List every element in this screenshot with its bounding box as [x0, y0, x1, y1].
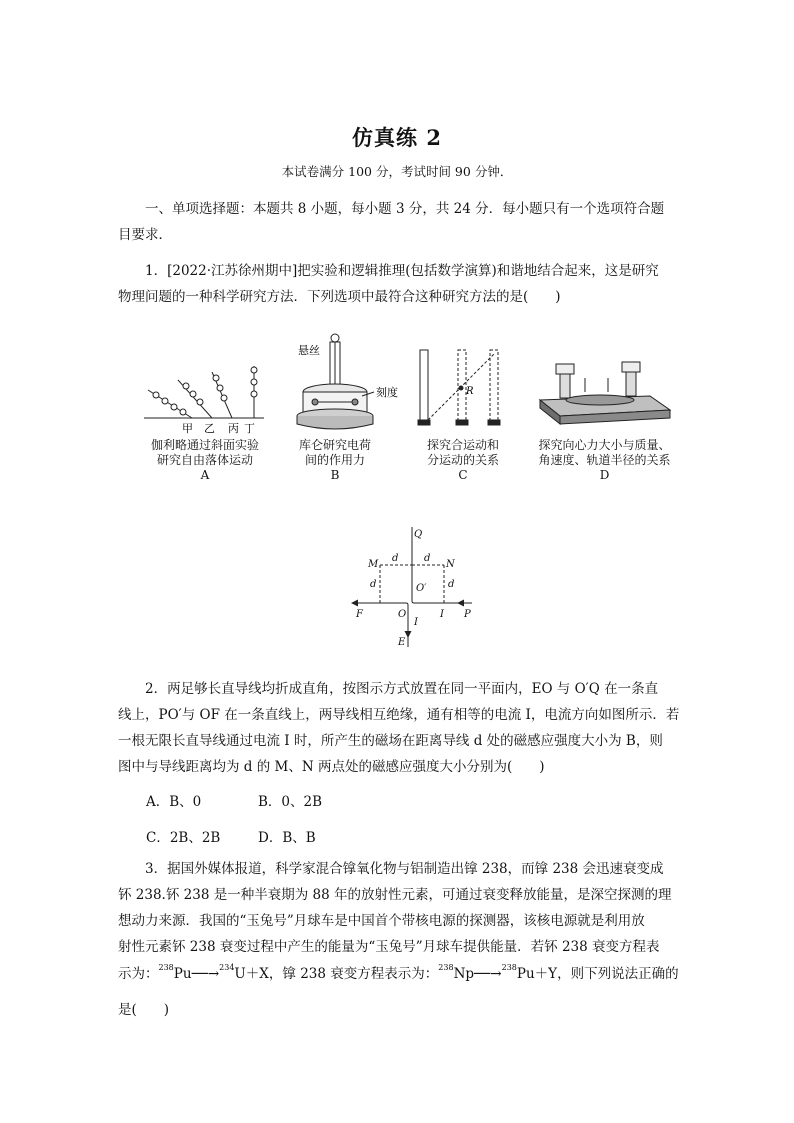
label-p: P: [464, 609, 471, 620]
figure-c-tubes: [418, 350, 500, 425]
eq1-symbol-1: Pu: [173, 966, 192, 982]
figure-a-labels: [130, 421, 280, 435]
label-e: E: [398, 637, 406, 648]
q2-option-c[interactable]: C．2B、2B: [146, 830, 221, 846]
question-1: [118, 258, 693, 310]
q1-figure-drawings: [130, 330, 690, 430]
label-r: R: [466, 386, 474, 397]
label-d-left: d: [370, 579, 377, 590]
option-letter-c: C: [458, 468, 468, 482]
q1-line-1: 1．[2022·江苏徐州期中]把实验和逻辑推理(包括数学演算)和谐地结合起来，这是研究: [145, 263, 659, 279]
label-ding: 丁: [244, 422, 255, 435]
eq-mid: ，镎 238 衰变方程表示为：: [268, 966, 439, 982]
label-jia: 甲: [182, 422, 193, 435]
q2-option-b[interactable]: B．0、2B: [258, 794, 323, 810]
label-o: O: [398, 609, 407, 620]
caption-d: [522, 438, 687, 483]
figure-a-inclines: [144, 366, 264, 418]
section-heading: [118, 196, 693, 248]
label-m: M: [368, 559, 379, 570]
section-line-1: 一、单项选择题：本题共 8 小题，每小题 3 分，共 24 分．每小题只有一个选项符合题: [145, 201, 665, 217]
caption-b-line-2: 间的作用力: [304, 453, 365, 467]
wire-corner-o-prime: [412, 601, 414, 603]
caption-c-line-2: 分运动的关系: [426, 453, 499, 467]
page-title: 仿真练 2: [352, 125, 442, 150]
eq1-mass-1: 238: [158, 963, 174, 972]
caption-d-line-1: 探究向心力大小与质量、: [538, 438, 671, 452]
eq1-symbol-2: U＋X: [234, 966, 269, 982]
caption-a: [130, 438, 280, 483]
label-kedu: 刻度: [376, 386, 398, 399]
label-i-down: I: [414, 617, 418, 628]
label-i-right: I: [440, 609, 444, 620]
label-f: F: [356, 609, 363, 620]
q3-line-4: 射性元素钚 238 衰变过程中产生的能量为“玉兔号”月球车提供能量．若钚 238 衰变方程表: [118, 939, 660, 955]
exam-info: 本试卷满分 100 分，考试时间 90 分钟．: [281, 164, 513, 179]
label-d-right: d: [448, 579, 455, 590]
option-letter-b: B: [330, 468, 340, 482]
caption-b-line-1: 库仑研究电荷: [298, 438, 371, 452]
caption-a-line-1: 伽利略通过斜面实验: [150, 438, 259, 452]
wire-corner-o: [406, 603, 408, 605]
eq1-mass-2: 234: [219, 963, 235, 972]
label-yi: 乙: [204, 422, 215, 435]
option-letter-d: D: [599, 468, 610, 482]
q3-line-2: 钚 238.钚 238 是一种半衰期为 88 年的放射性元素，可通过衰变释放能量，是深空探测的理: [118, 887, 672, 903]
q1-line-2: 物理问题的一种科学研究方法．下列选项中最符合这种研究方法的是( ): [118, 289, 561, 305]
eq2-symbol-2: Pu＋Y: [516, 966, 558, 982]
eq2-symbol-1: Np: [453, 966, 475, 982]
label-n: N: [446, 559, 455, 570]
q2-option-d[interactable]: D．B、B: [258, 830, 316, 846]
q3-line-1: 3．据国外媒体报道，科学家混合镎氧化物与铝制造出镎 238，而镎 238 会迅速衰变成: [145, 861, 664, 877]
q2-line-1: 2．两足够长直导线均折成直角，按图示方式放置在同一平面内，EO 与 O′Q 在一条直: [145, 681, 659, 697]
question-3: [118, 856, 693, 960]
q3-equation-line: [118, 962, 698, 988]
caption-d-line-2: 角速度、轨道半径的关系: [538, 453, 671, 467]
eq2-mass-2: 238: [501, 963, 517, 972]
label-xuansi: 悬丝: [298, 344, 320, 357]
q2-option-a[interactable]: A．B、0: [146, 794, 202, 810]
q2-wire-figure: [340, 525, 480, 653]
question-2: [118, 676, 693, 780]
section-line-2: 目要求．: [118, 227, 172, 243]
arrow-icon: ──→: [474, 966, 502, 982]
label-q: Q: [414, 529, 423, 540]
label-d-top-right: d: [424, 553, 431, 564]
label-d-top-left: d: [392, 553, 399, 564]
q1-figure: [130, 330, 690, 490]
q3-line-3: 想动力来源．我国的“玉兔号”月球车是中国首个带核电源的探测器，该核电源就是利用放: [118, 913, 645, 929]
arrow-icon: ──→: [191, 966, 220, 982]
q2-line-3: 一根无限长直导线通过电流 I 时，所产生的磁场在距离导线 d 处的磁感应强度大小为 B，则: [118, 733, 663, 749]
figure-d-apparatus: [540, 362, 670, 424]
label-bing: 丙: [228, 422, 239, 435]
eq-suffix: ，则下列说法正确的: [557, 966, 679, 982]
q3-line-6: 是( ): [118, 1002, 170, 1018]
q2-line-4: 图中与导线距离均为 d 的 M、N 两点处的磁感应强度大小分别为( ): [118, 759, 545, 775]
caption-c: [408, 438, 518, 483]
eq2-mass-1: 238: [438, 963, 454, 972]
eq-prefix: 示为：: [118, 966, 159, 982]
caption-a-line-2: 研究自由落体运动: [156, 453, 253, 467]
caption-b: [280, 438, 390, 483]
q2-line-2: 线上，PO′与 OF 在一条直线上，两导线相互绝缘，通有相等的电流 I，电流方向如图所示．若: [118, 707, 680, 723]
option-letter-a: A: [200, 468, 210, 482]
caption-c-line-1: 探究合运动和: [426, 438, 499, 452]
label-o-prime: O′: [416, 583, 427, 594]
